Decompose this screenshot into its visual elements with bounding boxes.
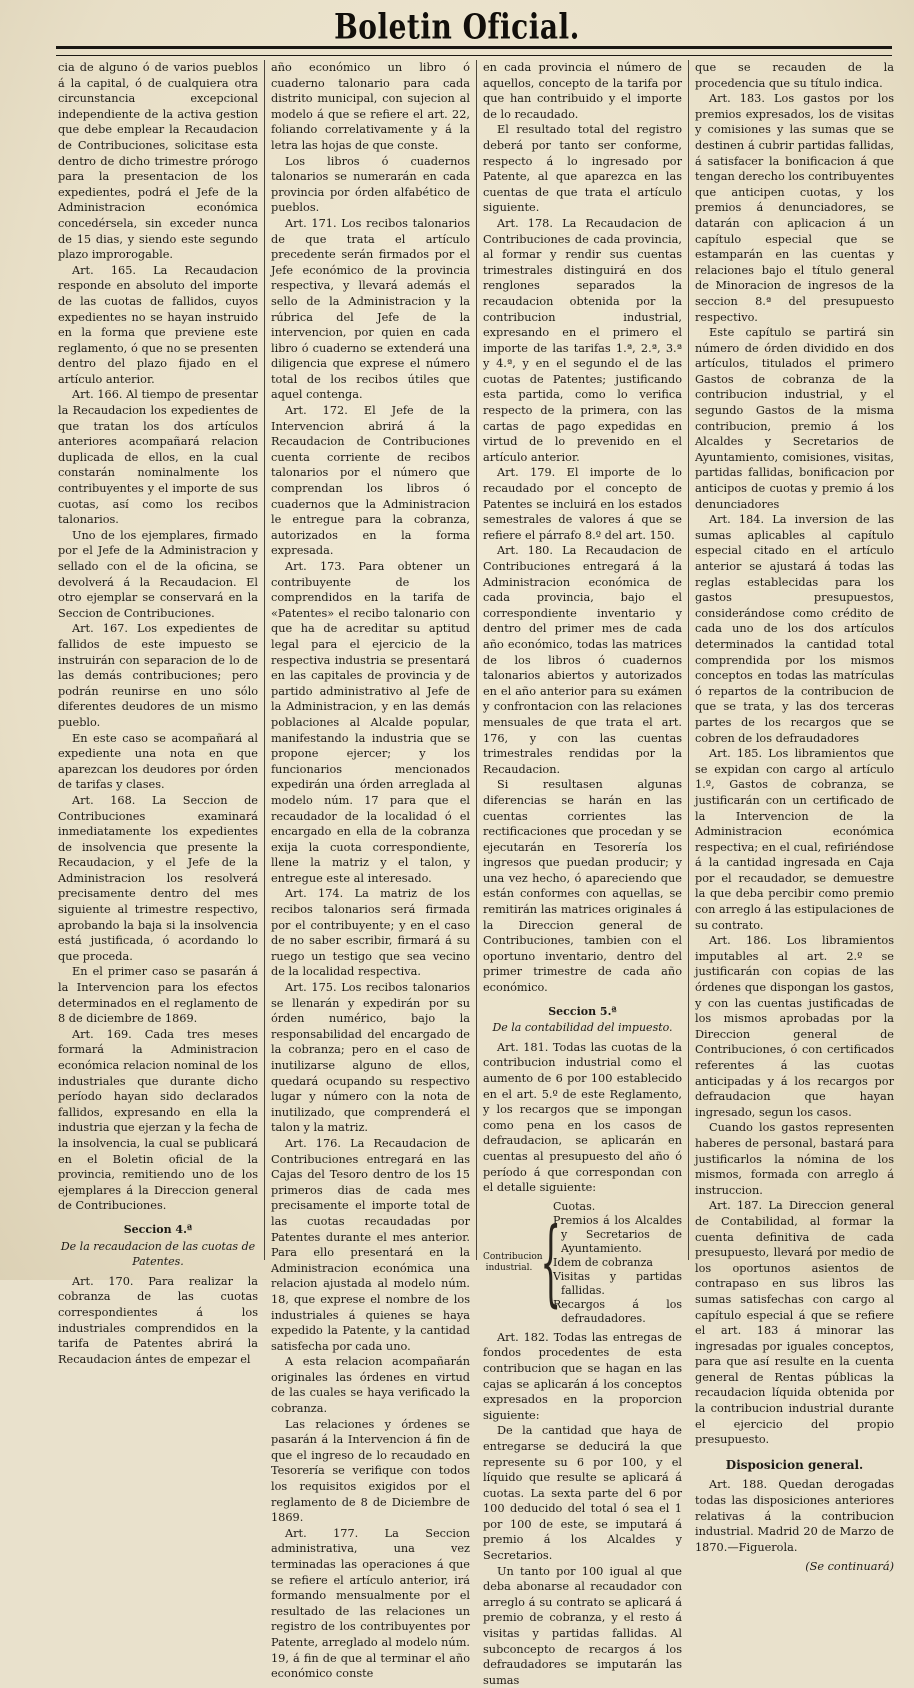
article-paragraph: Art. 181. Todas las cuotas de la contribucion industrial como el aumento de 6 por 100 establecido en el art. 5.º de este Reglamento, y los recargos que se impongan como pena en los casos de defraudacion, se aplicarán en cuentas al presupuesto del año ó período á que correspondan con el detalle siguiente: (483, 1040, 682, 1195)
article-paragraph: Si resultasen algunas diferencias se harán en las cuentas corrientes las rectificaciones que procedan y se ejecutarán en Tesorería los ingresos que puedan producir; y una vez hecho, ó apareciendo que están conformes con aquellas, se remitirán las matrices originales á la Direccion general de Contribuciones, tambien con el oportuno inventario, dentro del primer trimestre de cada año económico. (483, 778, 682, 995)
brace-symbol: { (540, 1207, 562, 1317)
section-subtitle: De la recaudacion de las cuotas de Patentes. (60, 1239, 256, 1269)
columns-container (52, 60, 902, 1687)
article-paragraph: Art. 186. Los libramientos imputables al art. 2.º se justificarán con copias de las órdenes que dispongan los gastos, y con las cuentas justificadas de los mismos aprobadas por la Direccion general de Contribuciones, ó con certificados referentes á las cuotas anticipadas y á los recargos por defraudacion que hayan ingresado, segun los casos. (695, 934, 894, 1119)
article-paragraph: Art. 166. Al tiempo de presentar la Recaudacion los expedientes de que tratan los dos artículos anteriores acompañará relacion duplicada de ellos, en la cual constarán nominalmente los contribuyentes y el importe de sus cuotas, así como los recibos talonarios. (58, 388, 258, 527)
article-paragraph: A esta relacion acompañarán originales las órdenes en virtud de las cuales se haya verificado la cobranza. (271, 1355, 470, 1416)
general-provision-heading: Disposicion general. (725, 1457, 864, 1472)
text-column-3 (476, 60, 688, 1687)
article-paragraph: año económico un libro ó cuaderno talonario para cada distrito municipal, con sujecion al modelo á que se refiere el art. 22, foliando correlativamente y á la letra las hojas de que conste. (271, 61, 470, 152)
article-paragraph: cia de alguno ó de varios pueblos á la capital, ó de cualquiera otra circunstancia excepcional independiente de la activa gestion que debe emplear la Recaudacion de Contribuciones, solicitase esta dentro de dicho trimestre prórogo para la presentacion de los expedientes, podrá el Jefe de la Administracion económica concedérsela, sin exceder nunca de 15 dias, y siendo este segundo plazo improrogable. (58, 61, 258, 262)
article-paragraph: Art. 178. La Recaudacion de Contribuciones de cada provincia, al formar y rendir sus cuentas trimestrales distinguirá en dos renglones separados la recaudacion obtenida por la contribucion industrial, expresando en el primero el importe de las tarifas 1.ª, 2.ª, 3.ª y 4.ª, y en el segundo el de las cuotas de Patentes; justificando esta partida, como lo verifica respecto de la primera, con las cartas de pago expedidas en virtud de lo prevenido en el artículo anterior. (483, 216, 682, 464)
article-paragraph: Art. 169. Cada tres meses formará la Administracion económica relacion nominal de los industriales que durante dicho período hayan sido declarados fallidos, expresando en ella la industria que ejerzan y la fecha de la insolvencia, la cual se publicará en el Boletin oficial de la provincia, remitiendo uno de los ejemplares á la Direccion general de Contribuciones. (58, 1027, 258, 1213)
article-paragraph: En el primer caso se pasarán á la Intervencion para los efectos determinados en el reglamento de 8 de diciembre de 1869. (58, 965, 258, 1026)
article-paragraph: Art. 184. La inversion de las sumas aplicables al capítulo especial citado en el artículo anterior se ajustará á todas las reglas establecidas para los gastos presupuestos, considerándose como crédito de cada uno de los dos artículos determinados la cantidad total comprendida por los mismos conceptos en todas las matrículas ó repartos de la contribucion de que se trata, y las dos terceras partes de los recargos que se cobren de los defraudadores (695, 513, 894, 745)
article-paragraph: Un tanto por 100 igual al que deba abonarse al recaudador con arreglo á su contrato se aplicará á premio de cobranza, y el resto á visitas y partidas fallidas. Al subconcepto de recargos á los defraudadores se imputarán las sumas (483, 1564, 682, 1687)
article-paragraph: que se recauden de la procedencia que su título indica. (695, 61, 894, 90)
article-paragraph: Los libros ó cuadernos talonarios se numerarán en cada provincia por órden alfabético de pueblos. (271, 154, 470, 215)
article-paragraph: Art. 172. El Jefe de la Intervencion abrirá á la Recaudacion de Contribuciones cuenta corriente de recibos talonarios por el número que comprendan los libros ó cuadernos que la Administracion le entregue para la cobranza, autorizados en la forma expresada. (271, 404, 470, 558)
article-paragraph: Art. 179. El importe de lo recaudado por el concepto de Patentes se incluirá en los estados semestrales de valores á que se refiere el párrafo 8.º del art. 150. (483, 466, 682, 542)
section-heading: Seccion 5.ª (548, 1004, 617, 1018)
continuation-note: (Se continuará) (805, 1560, 894, 1574)
article-paragraph: Uno de los ejemplares, firmado por el Jefe de la Administracion y sellado con el de la oficina, se devolverá á la Recaudacion. El otro ejemplar se conservará en la Seccion de Contribuciones. (58, 528, 258, 620)
article-paragraph: Art. 175. Los recibos talonarios se llenarán y expedirán por su órden numérico, bajo la responsabilidad del encargado de la cobranza; pero en el caso de inutilizarse alguno de ellos, quedará ocupando su respectivo lugar y número con la nota de inutilizado, que comprenderá el talon y la matriz. (271, 981, 470, 1135)
article-paragraph: Este capítulo se partirá sin número de órden dividido en dos artículos, titulados el primero Gastos de cobranza de la contribucion industrial, y el segundo Gastos de la misma contribucion, premio á los Alcaldes y Secretarios de Ayuntamiento, comisiones, visitas, partidas fallidas, bonificacion por anticipos de cuotas y premio á los denunciadores (695, 326, 894, 511)
article-paragraph: De la cantidad que haya de entregarse se deducirá la que represente su 6 por 100, y el líquido que resulte se aplicará á cuotas. La sexta parte del 6 por 100 deducido del total ó sea el 1 por 100 de este, se imputará á premio á los Alcaldes y Secretarios. (483, 1424, 682, 1563)
article-paragraph: Art. 174. La matriz de los recibos talonarios será firmada por el contribuyente; y en el caso de no saber escribir, firmará á su ruego un testigo que sea vecino de la localidad respectiva. (271, 887, 470, 979)
article-paragraph: Art. 187. La Direccion general de Contabilidad, al formar la cuenta definitiva de cada presupuesto, llevará por medio de los oportunos asientos de contrapaso en sus libros las sumas satisfechas con cargo al capítulo especial á que se refiere el art. 183 á minorar las ingresadas por iguales conceptos, para que así resulte en la cuenta general de Rentas públicas la recaudacion líquida obtenida por la contribucion industrial durante el ejercicio del propio presupuesto. (695, 1199, 894, 1447)
article-paragraph: Art. 170. Para realizar la cobranza de las cuotas correspondientes á los industriales comprendidos en la tarifa de Patentes abrirá la Recaudacion ántes de empezar el (58, 1274, 258, 1366)
article-paragraph: Art. 182. Todas las entregas de fondos procedentes de esta contribucion que se hagan en las cajas se aplicarán á los conceptos expresados en la proporcion siguiente: (483, 1330, 682, 1422)
breakdown-item: Cuotas. (553, 1199, 596, 1213)
article-paragraph: En este caso se acompañará al expediente una nota en que aparezcan los deudores por órden de tarifas y clases. (58, 731, 258, 792)
article-paragraph: Art. 176. La Recaudacion de Contribuciones entregará en las Cajas del Tesoro dentro de los 15 primeros dias de cada mes precisamente el importe total de las cuotas recaudadas por Patentes durante el mes anterior. Para ello presentará en la Administracion económica una relacion ajustada al modelo núm. 18, que exprese el nombre de los industriales á quienes se haya expedido la Patente, y la cantidad satisfecha por cada uno. (271, 1136, 470, 1353)
article-paragraph: Art. 185. Los libramientos que se expidan con cargo al artículo 1.º, Gastos de cobranza, se justificarán con un certificado de la Intervencion de la Administracion económica respectiva; en el cual, refiriéndose á la cantidad ingresada en Caja por el recaudador, se demuestre la que deba percibir como premio con arreglo á las estipulaciones de su contrato. (695, 747, 895, 932)
article-paragraph: Art. 183. Los gastos por los premios expresados, los de visitas y comisiones y las sumas que se destinen á cubrir partidas fallidas, á satisfacer la bonificacion á que tengan derecho los contribuyentes que anticipen cuotas, y los premios á denunciadores, se datarán con aplicacion á un capítulo especial que se estamparán en las cuentas y relaciones bajo el título general de Minoracion de ingresos de la seccion 8.ª del presupuesto respectivo. (695, 92, 894, 324)
article-paragraph: Art. 165. La Recaudacion responde en absoluto del importe de las cuotas de fallidos, cuyos expedientes no se hayan instruido en la forma que previene este reglamento, ó que no se presenten dentro del plazo fijado en el artículo anterior. (58, 263, 258, 386)
article-paragraph: Art. 173. Para obtener un contribuyente de los comprendidos en la tarifa de «Patentes» el recibo talonario con que ha de acreditar su aptitud legal para el ejercicio de la respectiva industria se presentará en las capitales de provincia y de partido administrativo al Jefe de la Administracion, y en las demás poblaciones al Alcalde popular, manifestando la industria que se propone ejercer; y los funcionarios mencionados expedirán una órden arreglada al modelo núm. 17 para que el recaudador de la localidad ó el encargado en ella de la cobranza exija la cuota correspondiente, llene la matriz y el talon, y entregue este al interesado. (271, 560, 470, 885)
article-paragraph: Las relaciones y órdenes se pasarán á la Intervencion á fin de que el ingreso de lo recaudado en Tesorería se verifique con todos los requisitos exigidos por el reglamento de 8 de Diciembre de 1869. (271, 1417, 470, 1525)
section-heading: Seccion 4.ª (123, 1222, 193, 1236)
breakdown-item: Visitas y partidas fallidas. (553, 1269, 682, 1297)
section-subtitle: De la contabilidad del impuesto. (492, 1021, 673, 1035)
article-paragraph: Art. 168. La Seccion de Contribuciones examinará inmediatamente los expedientes de insolvencia que presente la Recaudacion, y el Jefe de la Administracion los resolverá precisamente dentro del mes siguiente al trimestre respectivo, aprobando la baja si la insolvencia está justificada, ó acordando lo que proceda. (58, 793, 258, 963)
article-paragraph: Art. 180. La Recaudacion de Contribuciones entregará á la Administracion económica de cada provincia, bajo el correspondiente inventario y dentro del primer mes de cada año económico, todas las matrices de los libros ó cuadernos talonarios abiertos y autorizados en el año anterior para su exámen y confrontacion con las relaciones mensuales de que trata el art. 176, y con las cuentas trimestrales rendidas por la Recaudacion. (483, 544, 682, 776)
article-paragraph: en cada provincia el número de aquellos, concepto de la tarifa por que han contribuido y el importe de lo recaudado. (483, 61, 682, 121)
text-column-2 (264, 60, 476, 1681)
article-paragraph: Art. 188. Quedan derogadas todas las disposiciones anteriores relativas á la contribucion industrial. Madrid 20 de Marzo de 1870.—Figuerola. (695, 1478, 894, 1554)
page-title: Boletin Oficial. (334, 5, 580, 48)
contribution-breakdown (483, 1200, 682, 1326)
text-column-4 (688, 60, 900, 1574)
article-paragraph: Art. 171. Los recibos talonarios de que trata el artículo precedente serán firmados por el Jefe económico de la provincia respectiva, y llevará además el sello de la Administracion y la rúbrica del Jefe de la intervencion, por quien en cada libro ó cuaderno se extenderá una diligencia que exprese el número total de los recibos útiles que aquel contenga. (271, 216, 470, 402)
text-column-1 (52, 60, 264, 1366)
breakdown-item: Recargos á los defraudadores. (553, 1297, 682, 1325)
breakdown-item: Idem de cobranza (553, 1255, 653, 1269)
breakdown-label: Contribucion industrial. (483, 1251, 543, 1273)
article-paragraph: Art. 167. Los expedientes de fallidos de este impuesto se instruirán con separacion de lo de las demás contribuciones; pero podrán reunirse en uno sólo diferentes deudores de un mismo pueblo. (58, 622, 258, 729)
header-rule (56, 46, 892, 56)
article-paragraph: Cuando los gastos representen haberes de personal, bastará para justificarlos la nómina de los mismos, formada con arreglo á instruccion. (695, 1121, 894, 1197)
article-paragraph: El resultado total del registro deberá por tanto ser conforme, respecto á lo ingresado por Patente, al que aparezca en las cuentas de que trata el artículo siguiente. (483, 123, 682, 215)
article-paragraph: Art. 177. La Seccion administrativa, una vez terminadas las operaciones á que se refiere el artículo anterior, irá formando mensualmente por el resultado de las relaciones un registro de los contribuyentes por Patente, arreglado al modelo núm. 19, á fin de que al terminar el año económico conste (271, 1526, 470, 1681)
breakdown-item: Premios á los Alcaldes y Secretarios de Ayuntamiento. (553, 1213, 682, 1255)
breakdown-list (551, 1200, 682, 1326)
